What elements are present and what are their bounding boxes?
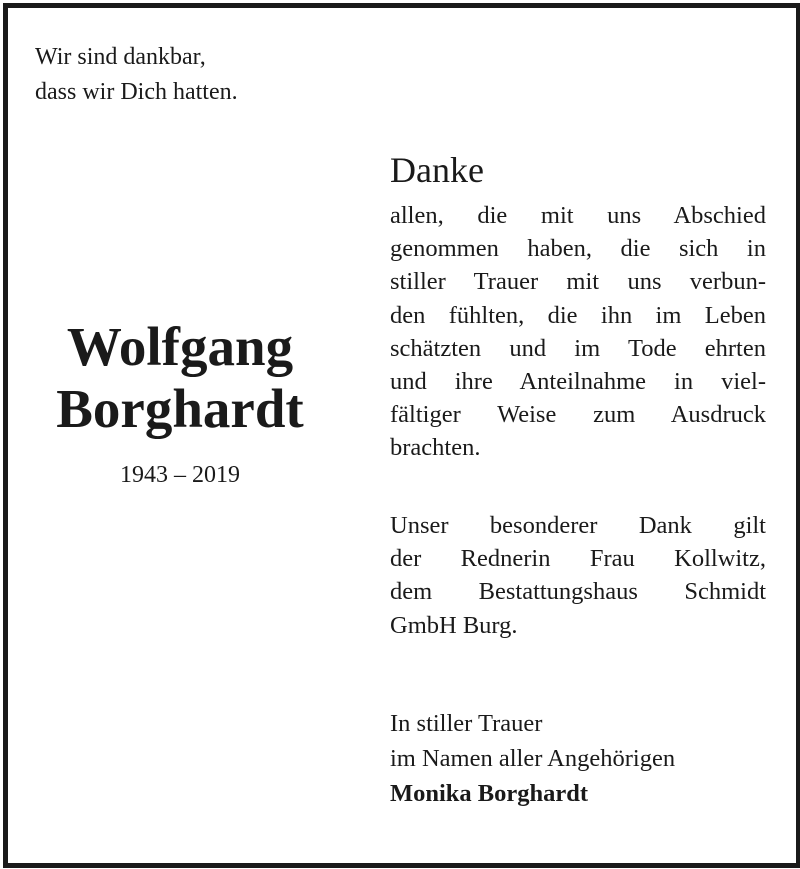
paragraph-line: schätzten und im Tode ehrten [390, 334, 766, 362]
closing-block [390, 706, 675, 811]
paragraph-line: allen, die mit uns Abschied [390, 202, 766, 229]
thanks-paragraph [390, 199, 766, 465]
thanks-heading: Danke [390, 150, 484, 190]
paragraph-line: den fühlten, die ihn im Leben [390, 301, 766, 329]
paragraph-line: der Rednerin Frau Kollwitz, [390, 545, 766, 573]
deceased-last-name: Borghardt [56, 378, 304, 439]
paragraph-line: stiller Trauer mit uns verbun- [390, 268, 766, 296]
deceased-first-name: Wolfgang [66, 316, 294, 377]
paragraph-line: Unser besonderer Dank gilt [390, 512, 766, 539]
paragraph-line: fältiger Weise zum Ausdruck [390, 401, 766, 429]
special-thanks-paragraph [390, 509, 766, 642]
paragraph-line: brachten. [390, 434, 481, 462]
paragraph-line: GmbH Burg. [390, 611, 518, 639]
paragraph-line: dem Bestattungshaus Schmidt [390, 578, 766, 606]
closing-line: im Namen aller Angehörigen [390, 745, 676, 772]
motto [35, 40, 238, 110]
motto-line: Wir sind dankbar, [35, 44, 206, 70]
paragraph-line: und ihre Anteilnahme in viel- [390, 368, 766, 396]
motto-line: dass wir Dich hatten. [35, 79, 238, 105]
closing-line: In stiller Trauer [390, 710, 543, 737]
life-years: 1943 – 2019 [120, 462, 240, 488]
signature: Monika Borghardt [390, 780, 589, 807]
paragraph-line: genommen haben, die sich in [390, 235, 766, 263]
